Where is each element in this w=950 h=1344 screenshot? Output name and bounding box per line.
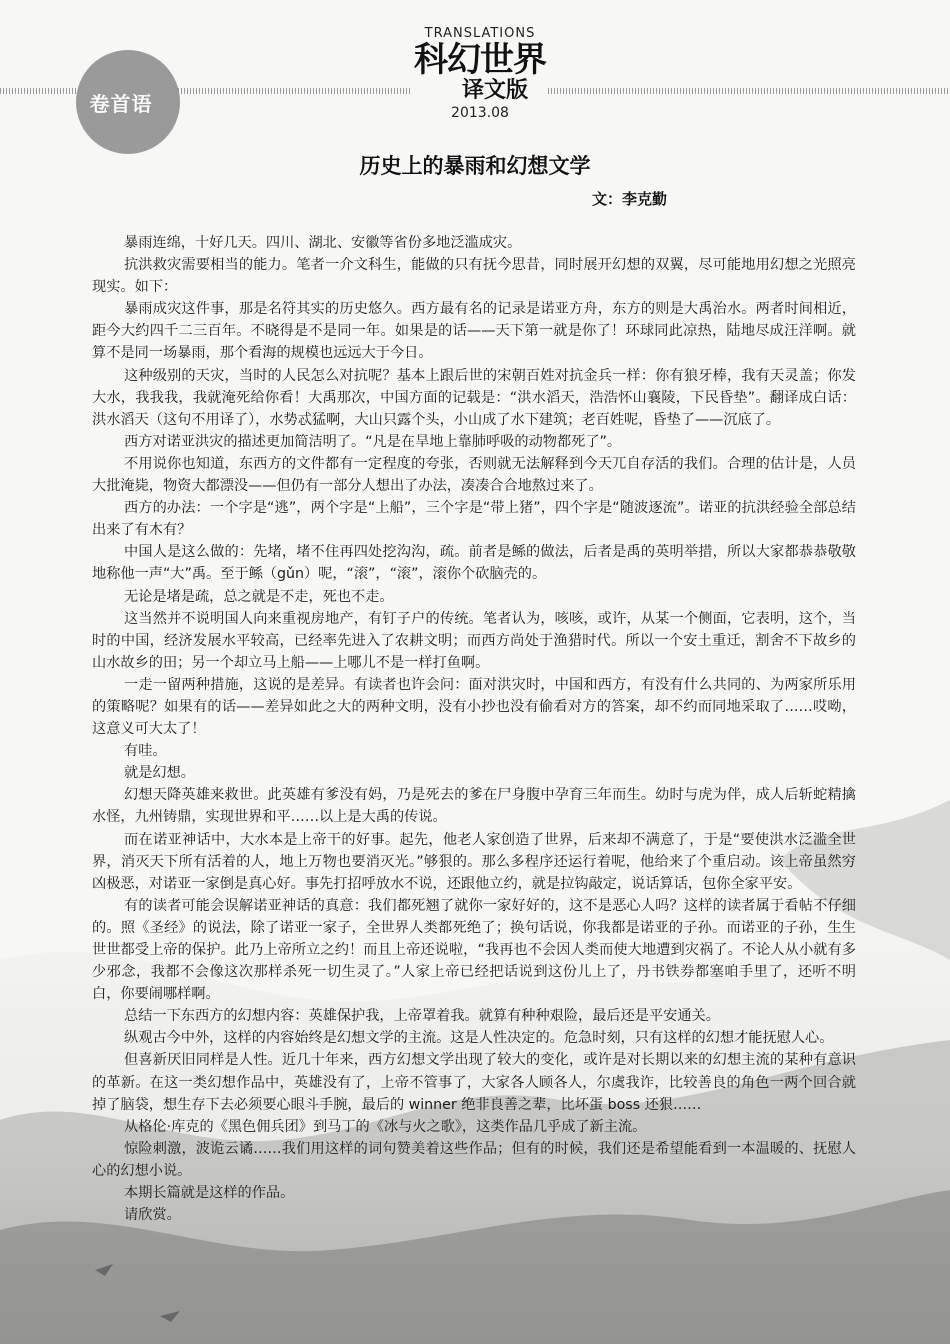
header-rule-middle: [178, 88, 410, 94]
paragraph: 不用说你也知道，东西方的文件都有一定程度的夸张，否则就无法解释到今天兀自存活的我们。合理的估计是，人员大批淹毙，物资大都漂没——但仍有一部分人想出了办法，凑凑合合地熬过来了。: [92, 455, 856, 495]
paragraph: 有哇。: [124, 743, 167, 760]
paragraph: 西方的办法：一个字是“逃”，两个字是“上船”，三个字是“带上猪”，四个字是“随波逐流”。诺亚的抗洪经验全部总结出来了有木有？: [92, 500, 856, 539]
paragraph: 就是幻想。: [124, 765, 195, 782]
paragraph: 中国人是这么做的：先堵，堵不住再四处挖沟沟，疏。前者是鲧的做法，后者是禹的英明举措，所以大家都恭恭敬敬地称他一声“大”禹。至于鲧（gǔn）呢，“滚”，“滚”，滚你个砍脑壳的。: [92, 544, 856, 583]
paragraph: 本期长篇就是这样的作品。: [124, 1185, 295, 1202]
header-rule-left: [0, 88, 78, 94]
issue-number: 2013.08: [451, 105, 509, 121]
header-rule-right: [548, 88, 950, 94]
paragraph: 但喜新厌旧同样是人性。近几十年来，西方幻想文学出现了较大的变化，或许是对长期以来的幻想主流的某种有意识的革新。在这一类幻想作品中，英雄没有了，上帝不管事了，大家各人顾各人，尔虞我诈，比较善良的角色一两个回合就掉了脑袋，想生存下去必须要心眼斗手腕，最后的 winner 绝非良善之辈，比坏蛋 boss 还狠……: [92, 1052, 856, 1113]
section-badge: [76, 50, 180, 154]
article-body: [92, 232, 856, 1226]
paragraph: 这种级别的天灾，当时的人民怎么对抗呢？基本上跟后世的宋朝百姓对抗金兵一样：你有狼牙棒，我有天灵盖；你发大水，我我我，我就淹死给你看！大禹那次，中国方面的记载是：“洪水滔天，浩浩怀山襄陵，下民昏垫”。翻译成白话：洪水滔天（这句不用译了），水势忒猛啊，大山只露个头，小山成了水下建筑；老百姓呢，昏垫了——沉底了。: [92, 367, 856, 428]
paragraph: 请欣赏。: [124, 1207, 181, 1224]
paragraph: 暴雨连绵，十好几天。四川、湖北、安徽等省份多地泛滥成灾。: [124, 235, 522, 251]
magazine-edition: 译文版: [461, 78, 528, 103]
paragraph: 暴雨成灾这件事，那是名符其实的历史悠久。西方最有名的记录是诺亚方舟，东方的则是大禹治水。两者时间相近，距今大约四千二三百年。不晓得是不是同一年。如果是的话——天下第一就是你了！环球同此凉热，陆地尽成汪洋啊。就算不是同一场暴雨，那个看海的规模也远远大于今日。: [92, 301, 856, 362]
magazine-english-name: TRANSLATIONS: [424, 26, 536, 41]
article-title: 历史上的暴雨和幻想文学: [359, 154, 591, 178]
paragraph: 抗洪救灾需要相当的能力。笔者一介文科生，能做的只有抚今思昔，同时展开幻想的双翼，尽可能地用幻想之光照亮现实。如下：: [92, 257, 856, 296]
paragraph: 无论是堵是疏，总之就是不走，死也不走。: [124, 588, 394, 605]
article-author: 文：李克勤: [592, 190, 668, 208]
paragraph: 这当然并不说明国人向来重视房地产，有钉子户的传统。笔者认为，咳咳，或许，从某一个侧面，它表明，这个，当时的中国，经济发展水平较高，已经率先进入了农耕文明；而西方尚处于渔猎时代。所以一个安土重迁，割舍不下故乡的山水故乡的田；另一个却立马上船——上哪儿不是一样打鱼啊。: [92, 610, 856, 671]
magazine-logo: 科幻世界: [414, 40, 546, 80]
paragraph: 惊险刺激，波诡云谲……我们用这样的词句赞美着这些作品；但有的时候，我们还是希望能看到一本温暖的、抚慰人心的幻想小说。: [92, 1140, 856, 1179]
paragraph: 西方对诺亚洪灾的描述更加简洁明了。“凡是在旱地上靠肺呼吸的动物都死了”。: [124, 433, 622, 450]
section-badge-label: 卷首语: [89, 91, 153, 116]
magazine-masthead: [400, 26, 560, 121]
paragraph: 纵观古今中外，这样的内容始终是幻想文学的主流。这是人性决定的。危急时刻，只有这样的幻想才能抚慰人心。: [124, 1030, 834, 1047]
paragraph: 从格伦·库克的《黑色佣兵团》到马丁的《冰与火之歌》，这类作品几乎成了新主流。: [124, 1118, 647, 1135]
paragraph: 一走一留两种措施，这说的是差异。有读者也许会问：面对洪灾时，中国和西方，有没有什么共同的、为两家所乐用的策略呢？如果有的话——差异如此之大的两种文明，没有小抄也没有偷看对方的答案，却不约而同地采取了……哎呦，这意义可大太了！: [92, 676, 856, 738]
paragraph: 而在诺亚神话中，大水本是上帝干的好事。起先，他老人家创造了世界，后来却不满意了，于是“要使洪水泛滥全世界，消灭天下所有活着的人，地上万物也要消灭光。”够狠的。那么多程序还运行着呢，他给来了个重启动。该上帝虽然穷凶极恶，对诺亚一家倒是真心好。事先打招呼放水不说，还跟他立约，就是拉钩敲定，说话算话，包你全家平安。: [92, 831, 856, 892]
paragraph: 总结一下东西方的幻想内容：英雄保护我，上帝罩着我。就算有种种艰险，最后还是平安通关。: [124, 1008, 720, 1025]
paragraph: 有的读者可能会误解诺亚神话的真意：我们都死翘了就你一家好好的，这不是恶心人吗？这样的读者属于看帖不仔细的。照《圣经》的说法，除了诺亚一家子，全世界人类都死绝了；换句话说，你我都是诺亚的子孙。而诺亚的子孙，生生世世都受上帝的保护。此乃上帝所立之约！而且上帝还说啦，“我再也不会因人类而使大地遭到灾祸了。不论人从小就有多少邪念，我都不会像这次那样杀死一切生灵了。”人家上帝已经把话说到这份儿上了，丹书铁券都塞咱手里了，还听不明白，你要闹哪样啊。: [92, 897, 856, 1003]
paragraph: 幻想天降英雄来救世。此英雄有爹没有妈，乃是死去的爹在尸身腹中孕育三年而生。幼时与虎为伴，成人后斩蛇精擒水怪，九州铸鼎，实现世界和平……以上是大禹的传说。: [92, 787, 856, 826]
